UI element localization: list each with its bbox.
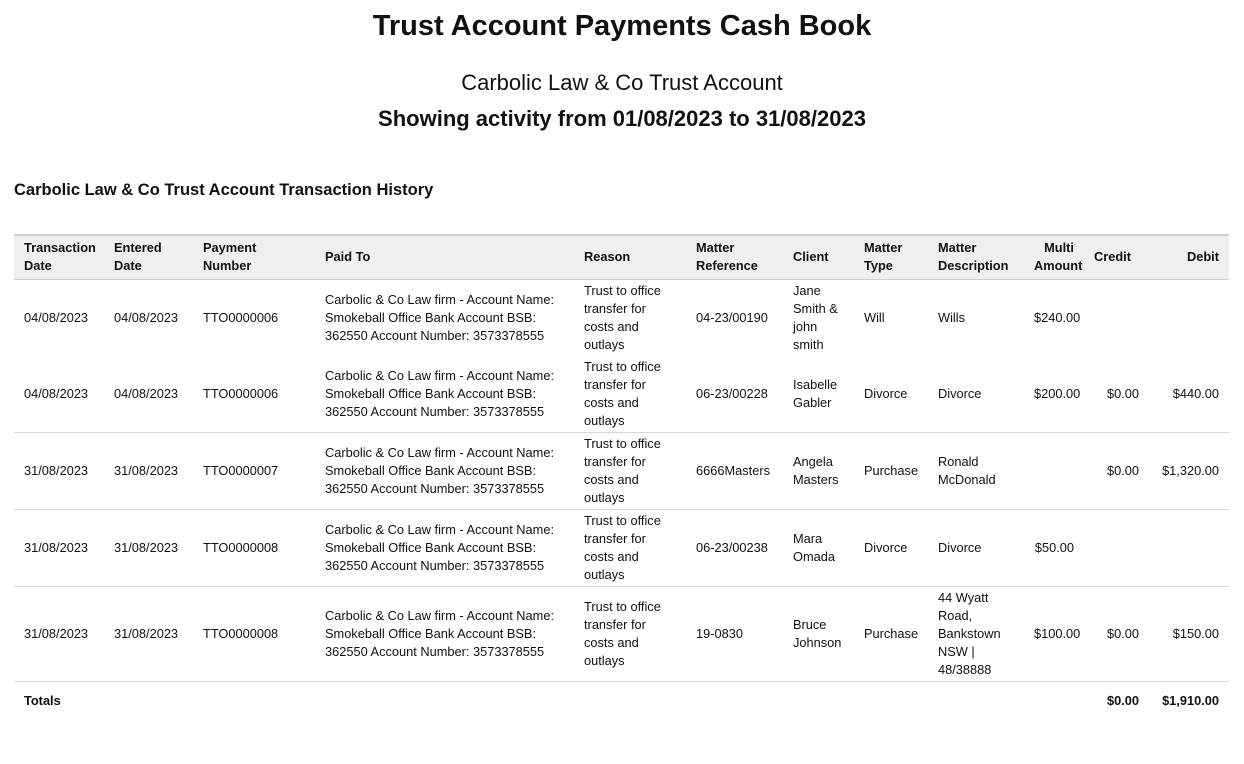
header-debit: Debit (1149, 235, 1229, 279)
cell-reason: Trust to office transfer for costs and outlays (574, 356, 686, 433)
cell-debit: $440.00 (1149, 356, 1229, 433)
cell-multi-amount: $240.00 (1034, 309, 1081, 325)
cell-debit: $150.00 (1149, 586, 1229, 681)
cell-matter-description: Ronald McDonald (928, 432, 1024, 509)
cell-client: Bruce Johnson (783, 586, 854, 681)
cell-entered-date: 31/08/2023 (104, 586, 193, 681)
totals-credit: $0.00 (1106, 692, 1139, 708)
cell-client: Mara Omada (783, 509, 854, 586)
cell-reason: Trust to office transfer for costs and outlays (574, 509, 686, 586)
header-credit: Credit (1084, 235, 1149, 279)
cell-debit (1149, 509, 1229, 586)
totals-debit: $1,910.00 (1162, 692, 1219, 708)
header-paid-to: Paid To (315, 235, 574, 279)
cell-matter-type: Purchase (854, 586, 928, 681)
cell-entered-date: 31/08/2023 (104, 432, 193, 509)
cell-entered-date: 04/08/2023 (104, 356, 193, 433)
cell-paid-to: Carbolic & Co Law firm - Account Name: Smokeball Office Bank Account BSB: 362550 Account Number: 3573378555 (315, 586, 574, 681)
cell-multi-amount: $100.00 (1024, 586, 1084, 681)
cell-credit: $0.00 (1084, 356, 1149, 433)
cell-matter-description: 44 Wyatt Road, Bankstown NSW | 48/38888 (928, 586, 1024, 681)
account-name: Carbolic Law & Co Trust Account (461, 70, 783, 95)
header-matter-description: Matter Description (928, 235, 1024, 279)
cell-matter-reference: 04-23/00190 (696, 309, 768, 325)
cell-payment-number: TTO0000008 (193, 586, 315, 681)
cell-credit (1084, 279, 1149, 356)
cell-matter-description: Wills (938, 309, 966, 325)
cell-client: Isabelle Gabler (783, 356, 854, 433)
date-range: Showing activity from 01/08/2023 to 31/08/2023 (378, 106, 866, 131)
header-multi-amount: Multi Amount (1024, 235, 1084, 279)
cell-entered-date: 04/08/2023 (114, 309, 179, 325)
header-entered-date: Entered Date (104, 235, 193, 279)
table-row (14, 356, 1229, 433)
cell-debit (1149, 279, 1229, 356)
header-payment-number: Payment Number (193, 235, 315, 279)
cell-matter-reference: 19-0830 (686, 586, 783, 681)
header-matter-reference: Matter Reference (686, 235, 783, 279)
table-header-row (14, 235, 1229, 279)
header-client: Client (783, 235, 854, 279)
cell-matter-type: Divorce (854, 356, 928, 433)
cell-reason: Trust to office transfer for costs and outlays (574, 586, 686, 681)
cell-paid-to: Carbolic & Co Law firm - Account Name: Smokeball Office Bank Account BSB: 362550 Account Number: 3573378555 (315, 509, 574, 586)
cell-matter-description: Divorce (928, 356, 1024, 433)
cell-transaction-date: 04/08/2023 (24, 309, 89, 325)
report-title: Trust Account Payments Cash Book (372, 10, 872, 42)
cell-matter-reference: 6666Masters (686, 432, 783, 509)
cell-paid-to: Carbolic & Co Law firm - Account Name: Smokeball Office Bank Account BSB: 362550 Account Number: 3573378555 (325, 291, 555, 343)
cell-matter-type: Divorce (854, 509, 928, 586)
table-row (14, 279, 1229, 356)
cell-paid-to: Carbolic & Co Law firm - Account Name: Smokeball Office Bank Account BSB: 362550 Account Number: 3573378555 (315, 432, 574, 509)
table-row (14, 432, 1229, 509)
cell-client: Angela Masters (783, 432, 854, 509)
cell-payment-number: TTO0000006 (203, 309, 279, 325)
cell-transaction-date: 04/08/2023 (14, 356, 104, 433)
totals-row (14, 681, 1229, 712)
section-title: Carbolic Law & Co Trust Account Transaction History (14, 181, 434, 199)
cell-matter-type: Purchase (854, 432, 928, 509)
header-transaction-date: Transaction Date (14, 235, 104, 279)
cell-debit: $1,320.00 (1149, 432, 1229, 509)
cell-paid-to: Carbolic & Co Law firm - Account Name: Smokeball Office Bank Account BSB: 362550 Account Number: 3573378555 (315, 356, 574, 433)
cell-entered-date: 31/08/2023 (104, 509, 193, 586)
cell-reason: Trust to office transfer for costs and outlays (574, 432, 686, 509)
totals-spacer (193, 681, 1084, 712)
header-reason: Reason (574, 235, 686, 279)
cell-client: Jane Smith & john smith (793, 282, 838, 352)
cell-matter-description: Divorce (928, 509, 1024, 586)
cell-credit: $0.00 (1084, 586, 1149, 681)
cell-transaction-date: 31/08/2023 (14, 509, 104, 586)
cell-multi-amount: $50.00 (1024, 509, 1084, 586)
cell-multi-amount (1024, 432, 1084, 509)
cell-matter-reference: 06-23/00238 (686, 509, 783, 586)
cell-payment-number: TTO0000007 (193, 432, 315, 509)
cell-multi-amount: $200.00 (1024, 356, 1084, 433)
cell-credit: $0.00 (1084, 432, 1149, 509)
cell-reason: Trust to office transfer for costs and outlays (584, 282, 661, 352)
cell-transaction-date: 31/08/2023 (14, 432, 104, 509)
totals-label: Totals (24, 692, 61, 708)
table-row (14, 509, 1229, 586)
transaction-table (14, 234, 1229, 712)
cell-transaction-date: 31/08/2023 (14, 586, 104, 681)
cell-matter-reference: 06-23/00228 (686, 356, 783, 433)
cell-payment-number: TTO0000008 (193, 509, 315, 586)
cell-credit (1084, 509, 1149, 586)
table-row (14, 586, 1229, 681)
cell-payment-number: TTO0000006 (193, 356, 315, 433)
cell-matter-type: Will (864, 309, 885, 325)
header-matter-type: Matter Type (854, 235, 928, 279)
